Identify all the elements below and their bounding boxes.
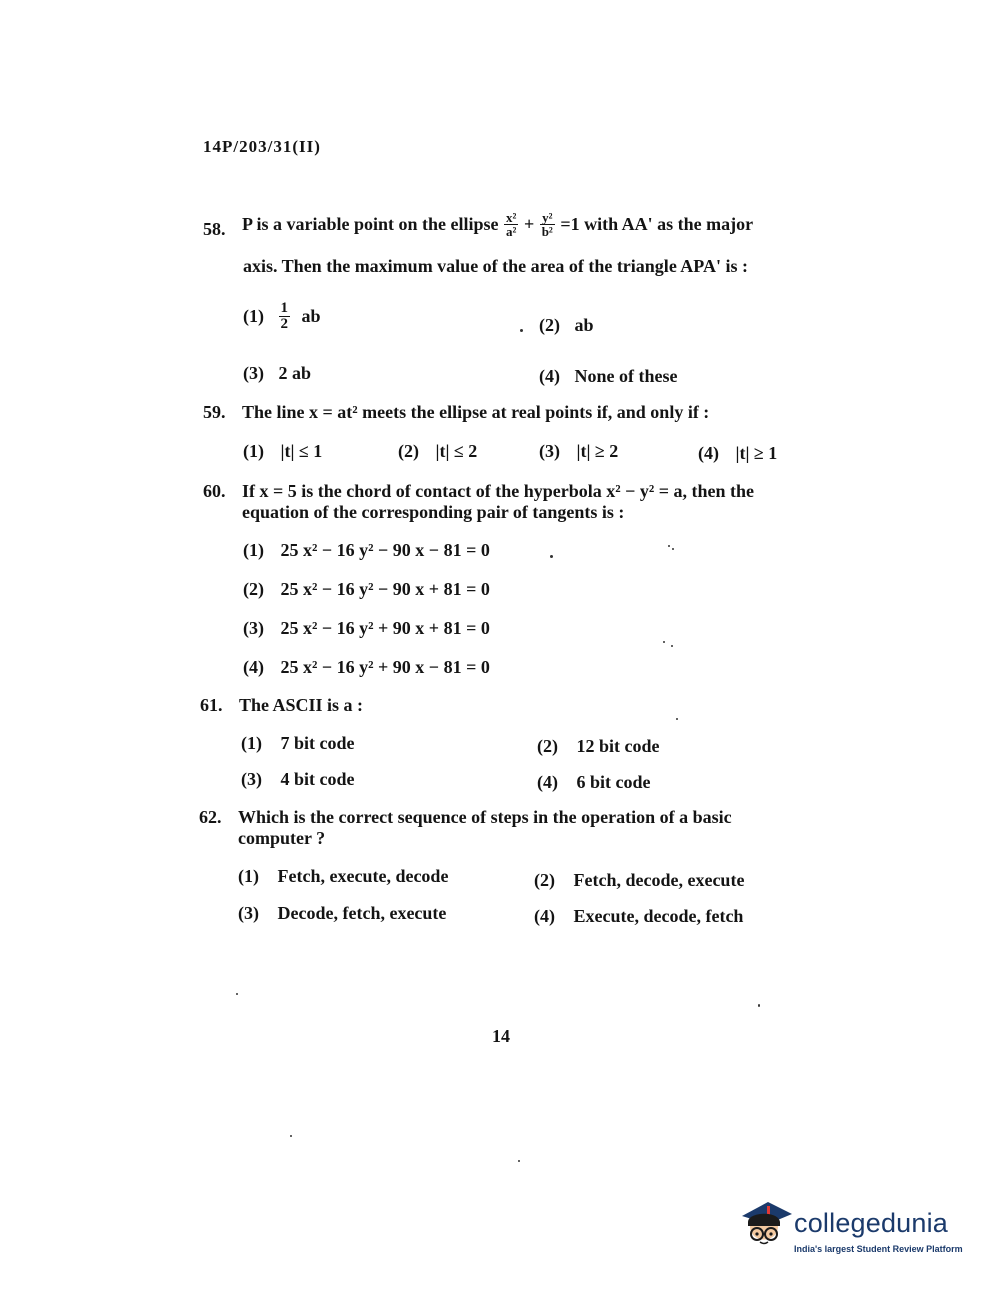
question-61-option-4 xyxy=(537,772,651,793)
fraction-numerator: 1 xyxy=(280,300,288,316)
question-62-option-2 xyxy=(534,870,744,891)
question-61-option-1 xyxy=(241,733,355,754)
scan-speck xyxy=(671,645,673,647)
question-58-text-a: P is a variable point on the ellipse xyxy=(242,214,499,234)
option-label: (2) xyxy=(398,441,419,461)
question-60-option-1 xyxy=(243,540,490,561)
collegedunia-watermark xyxy=(738,1196,963,1266)
question-58-option-3 xyxy=(243,363,311,384)
fraction-denominator: b² xyxy=(541,224,553,239)
option-text: 7 bit code xyxy=(280,733,355,753)
option-label: (1) xyxy=(238,866,259,886)
option-text: Execute, decode, fetch xyxy=(573,906,744,926)
option-label: (1) xyxy=(243,306,264,326)
option-label: (2) xyxy=(243,579,264,599)
option-text: 25 x² − 16 y² + 90 x − 81 = 0 xyxy=(280,657,490,677)
option-label: (3) xyxy=(241,769,262,789)
option-label: (3) xyxy=(243,363,264,383)
scan-speck xyxy=(518,1160,520,1162)
option-label: (3) xyxy=(238,903,259,923)
option-label: (2) xyxy=(534,870,555,890)
option-label: (3) xyxy=(243,618,264,638)
question-58-option-2 xyxy=(539,315,594,336)
option-text: None of these xyxy=(574,366,678,386)
question-58-option-4 xyxy=(539,366,677,387)
equals-one: =1 xyxy=(560,214,580,234)
question-59-option-4 xyxy=(698,443,777,464)
option-text: 2 ab xyxy=(278,363,312,383)
option-label: (4) xyxy=(243,657,264,677)
question-58-line-2: axis. Then the maximum value of the area of the triangle APA' is : xyxy=(243,256,748,276)
scan-speck xyxy=(672,548,674,550)
question-62-option-3 xyxy=(238,903,446,924)
question-61-option-2 xyxy=(537,736,660,757)
option-label: (1) xyxy=(243,540,264,560)
question-61-number: 61. xyxy=(200,695,223,715)
question-60-line-2: equation of the corresponding pair of tangents is : xyxy=(242,502,625,522)
question-60-option-4 xyxy=(243,657,490,678)
question-58-option-1 xyxy=(243,301,321,332)
question-62-line-2: computer ? xyxy=(238,828,326,848)
fraction-numerator: x² xyxy=(506,210,517,225)
brand-name: collegedunia xyxy=(794,1208,949,1238)
brand-tagline: India's largest Student Review Platform xyxy=(794,1244,963,1254)
question-59-number: 59. xyxy=(203,402,226,422)
option-text: 25 x² − 16 y² + 90 x + 81 = 0 xyxy=(280,618,490,638)
mascot-icon xyxy=(738,1196,794,1258)
option-text: |t| ≤ 1 xyxy=(280,441,323,461)
option-text: |t| ≥ 1 xyxy=(735,443,778,463)
scan-speck xyxy=(236,993,238,995)
scan-speck xyxy=(663,641,665,643)
option-text: |t| ≤ 2 xyxy=(435,441,478,461)
scan-speck xyxy=(290,1135,292,1137)
option-text: Fetch, execute, decode xyxy=(277,866,449,886)
option-text: 6 bit code xyxy=(576,772,651,792)
option-label: (4) xyxy=(537,772,558,792)
question-59-option-3 xyxy=(539,441,618,462)
option-text: 25 x² − 16 y² − 90 x + 81 = 0 xyxy=(280,579,490,599)
question-62-option-1 xyxy=(238,866,448,887)
question-60-line-1: If x = 5 is the chord of contact of the hyperbola x² − y² = a, then the xyxy=(242,481,755,501)
fraction-one-half xyxy=(279,301,291,332)
option-text: ab xyxy=(301,306,321,326)
option-label: (4) xyxy=(539,366,560,386)
option-label: (1) xyxy=(241,733,262,753)
option-label: (3) xyxy=(539,441,560,461)
page-number: 14 xyxy=(492,1026,510,1046)
question-59-text: The line x = at² meets the ellipse at real points if, and only if : xyxy=(242,402,710,422)
option-label: (4) xyxy=(698,443,719,463)
question-60-option-2 xyxy=(243,579,490,600)
option-text: 25 x² − 16 y² − 90 x − 81 = 0 xyxy=(280,540,490,560)
option-text: Decode, fetch, execute xyxy=(277,903,447,923)
question-59-option-2 xyxy=(398,441,477,462)
option-label: (4) xyxy=(534,906,555,926)
option-text: 4 bit code xyxy=(280,769,355,789)
question-59-option-1 xyxy=(243,441,322,462)
question-62-line-1: Which is the correct sequence of steps in the operation of a basic xyxy=(238,807,732,827)
question-61-option-3 xyxy=(241,769,355,790)
option-label: (2) xyxy=(537,736,558,756)
paper-code: 14P/203/31(II) xyxy=(203,137,321,156)
option-text: 12 bit code xyxy=(576,736,660,756)
option-label: (1) xyxy=(243,441,264,461)
question-58-line-1 xyxy=(242,211,753,238)
option-label: (2) xyxy=(539,315,560,335)
scan-speck xyxy=(676,718,678,720)
question-60-option-3 xyxy=(243,618,490,639)
question-62-option-4 xyxy=(534,906,743,927)
question-61-text: The ASCII is a : xyxy=(239,695,364,715)
scan-speck xyxy=(668,545,670,547)
question-58-number: 58. xyxy=(203,219,226,239)
option-text: Fetch, decode, execute xyxy=(573,870,745,890)
question-60-number: 60. xyxy=(203,481,226,501)
plus-sign: + xyxy=(523,214,535,234)
question-58-text-b: with AA' as the major xyxy=(584,214,754,234)
scan-speck xyxy=(520,329,523,332)
scan-speck xyxy=(550,555,553,558)
fraction-denominator: a² xyxy=(506,224,517,239)
fraction-x2-a2 xyxy=(504,211,518,238)
option-text: ab xyxy=(574,315,594,335)
fraction-numerator: y² xyxy=(540,211,555,225)
question-62-number: 62. xyxy=(199,807,222,827)
fraction-y2-b2 xyxy=(540,211,555,238)
option-text: |t| ≥ 2 xyxy=(576,441,619,461)
fraction-denominator: 2 xyxy=(280,316,288,332)
scan-speck xyxy=(758,1004,760,1007)
